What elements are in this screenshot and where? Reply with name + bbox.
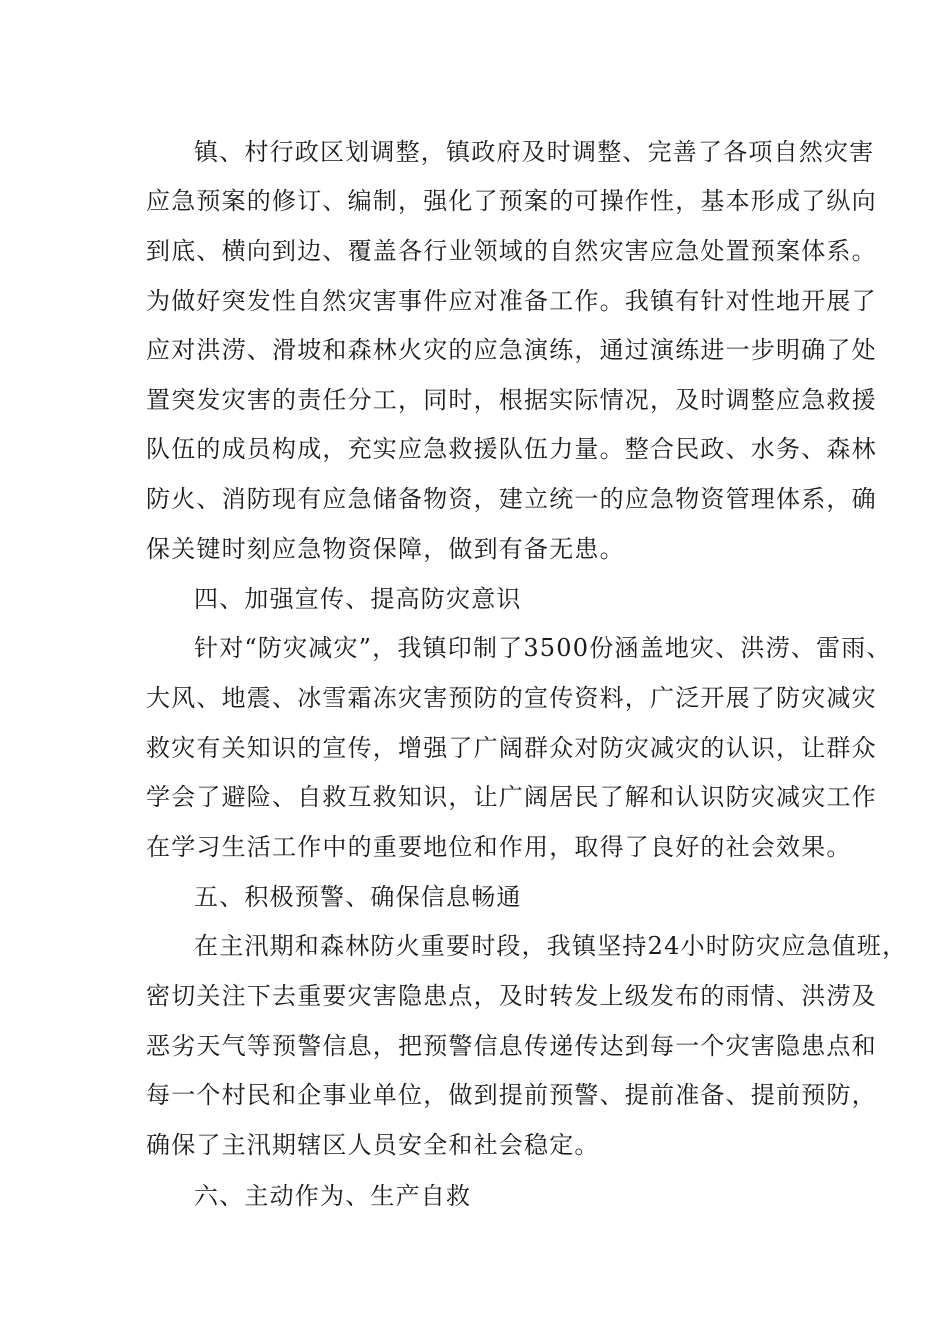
- paragraph-line: 保关键时刻应急物资保障，做到有备无患。: [146, 535, 625, 563]
- paragraph-line: 针对“防灾减灾”，我镇印制了3500份涵盖地灾、洪涝、雷雨、: [194, 634, 892, 662]
- paragraph-line: 置突发灾害的责任分工，同时，根据实际情况，及时调整应急救援: [146, 386, 877, 414]
- paragraph-line: 镇、村行政区划调整，镇政府及时调整、完善了各项自然灾害: [194, 138, 875, 166]
- paragraph-line: 到底、横向到边、覆盖各行业领域的自然灾害应急处置预案体系。: [146, 237, 877, 265]
- paragraph-line: 每一个村民和企事业单位，做到提前预警、提前准备、提前预防，: [146, 1081, 877, 1109]
- paragraph-line: 大风、地震、冰雪霜冻灾害预防的宣传资料，广泛开展了防灾减灾: [146, 684, 877, 712]
- paragraph-line: 密切关注下去重要灾害隐患点，及时转发上级发布的雨情、洪涝及: [146, 982, 877, 1010]
- paragraph-line: 确保了主汛期辖区人员安全和社会稳定。: [146, 1131, 600, 1159]
- paragraph-line: 在学习生活工作中的重要地位和作用，取得了良好的社会效果。: [146, 833, 852, 861]
- paragraph-line: 应急预案的修订、编制，强化了预案的可操作性，基本形成了纵向: [146, 187, 877, 215]
- paragraph-line: 队伍的成员构成，充实应急救援队伍力量。整合民政、水务、森林: [146, 435, 877, 463]
- paragraph-line: 应对洪涝、滑坡和森林火灾的应急演练，通过演练进一步明确了处: [146, 336, 877, 364]
- paragraph-line: 防火、消防现有应急储备物资，建立统一的应急物资管理体系，确: [146, 485, 877, 513]
- paragraph-line: 学会了避险、自救互救知识，让广阔居民了解和认识防灾减灾工作: [146, 783, 877, 811]
- section-heading: 五、积极预警、确保信息畅通: [194, 883, 522, 911]
- paragraph-line: 为做好突发性自然灾害事件应对准备工作。我镇有针对性地开展了: [146, 287, 877, 315]
- paragraph-line: 救灾有关知识的宣传，增强了广阔群众对防灾减灾的认识，让群众: [146, 734, 877, 762]
- section-heading: 四、加强宣传、提高防灾意识: [194, 585, 522, 613]
- paragraph-line: 恶劣天气等预警信息，把预警信息传递传达到每一个灾害隐患点和: [146, 1032, 877, 1060]
- paragraph-line: 在主汛期和森林防火重要时段，我镇坚持24小时防灾应急值班，: [194, 932, 908, 960]
- section-heading: 六、主动作为、生产自救: [194, 1182, 472, 1210]
